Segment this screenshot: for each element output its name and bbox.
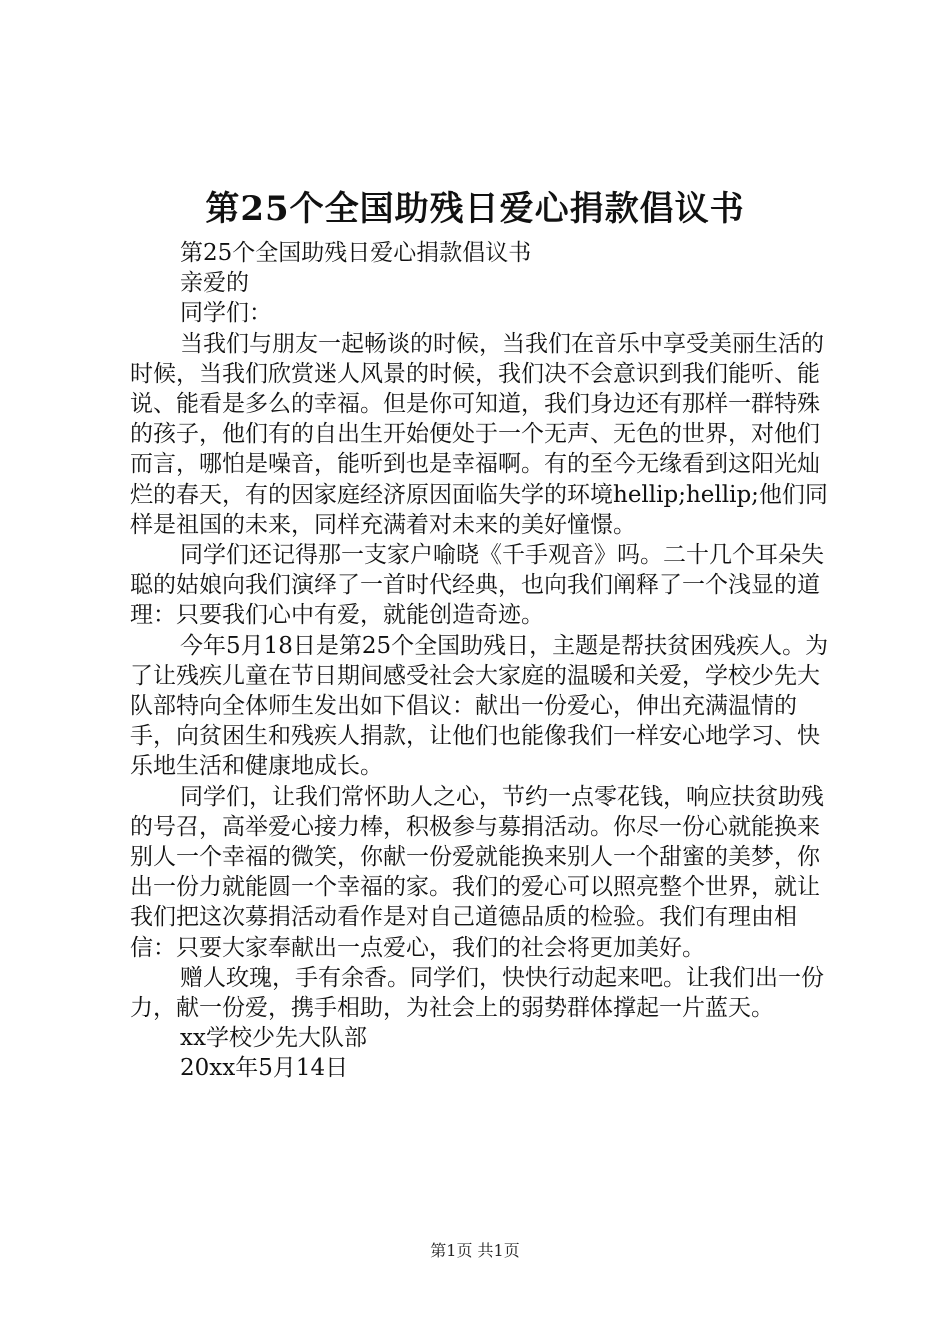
body-paragraph: 赠人玫瑰，手有余香。同学们，快快行动起来吧。让我们出一份力，献一份爱，携手相助，为社会上的弱势群体撑起一片蓝天。 xyxy=(130,964,824,1022)
signature-line: xx学校少先大队部 xyxy=(180,1025,367,1052)
salutation-line-1: 亲爱的 xyxy=(180,270,249,297)
body-paragraph: 当我们与朋友一起畅谈的时候，当我们在音乐中享受美丽生活的时候，当我们欣赏迷人风景的时候，我们决不会意识到我们能听、能说、能看是多么的幸福。但是你可知道，我们身边还有那样一群特殊的孩子，他们有的自出生开始便处于一个无声、无色的世界，对他们而言，哪怕是噪音，能听到也是幸福啊。有的至今无缘看到这阳光灿烂的春天，有的因家庭经济原因面临失学的环境hellip;hellip;他们同样是祖国的未来，同样充满着对未来的美好憧憬。 xyxy=(130,330,828,538)
document-subtitle: 第25个全国助残日爱心捐款倡议书 xyxy=(180,240,532,266)
body-paragraph: 同学们还记得那一支家户喻晓《千手观音》吗。二十几个耳朵失聪的姑娘向我们演绎了一首时代经典，也向我们阐释了一个浅显的道理：只要我们心中有爱，就能创造奇迹。 xyxy=(130,542,824,629)
salutation-line-2: 同学们： xyxy=(180,300,272,327)
document-title: 第25个全国助残日爱心捐款倡议书 xyxy=(205,189,745,229)
document-body xyxy=(130,238,830,1084)
body-paragraph: 今年5月18日是第25个全国助残日，主题是帮扶贫困残疾人。为了让残疾儿童在节日期间感受社会大家庭的温暖和关爱，学校少先大队部特向全体师生发出如下倡议：献出一份爱心，伸出充满温情的手，向贫困生和残疾人捐款，让他们也能像我们一样安心地学习、快乐地生活和健康地成长。 xyxy=(130,632,829,780)
page-number-footer: 第1页 共1页 xyxy=(430,1241,520,1260)
date-line: 20xx年5月14日 xyxy=(180,1055,349,1082)
body-paragraph: 同学们，让我们常怀助人之心，节约一点零花钱，响应扶贫助残的号召，高举爱心接力棒，积极参与募捐活动。你尽一份心就能换来别人一个幸福的微笑，你献一份爱就能换来别人一个甜蜜的美梦，你出一份力就能圆一个幸福的家。我们的爱心可以照亮整个世界，就让我们把这次募捐活动看作是对自己道德品质的检验。我们有理由相信：只要大家奉献出一点爱心，我们的社会将更加美好。 xyxy=(130,783,824,961)
